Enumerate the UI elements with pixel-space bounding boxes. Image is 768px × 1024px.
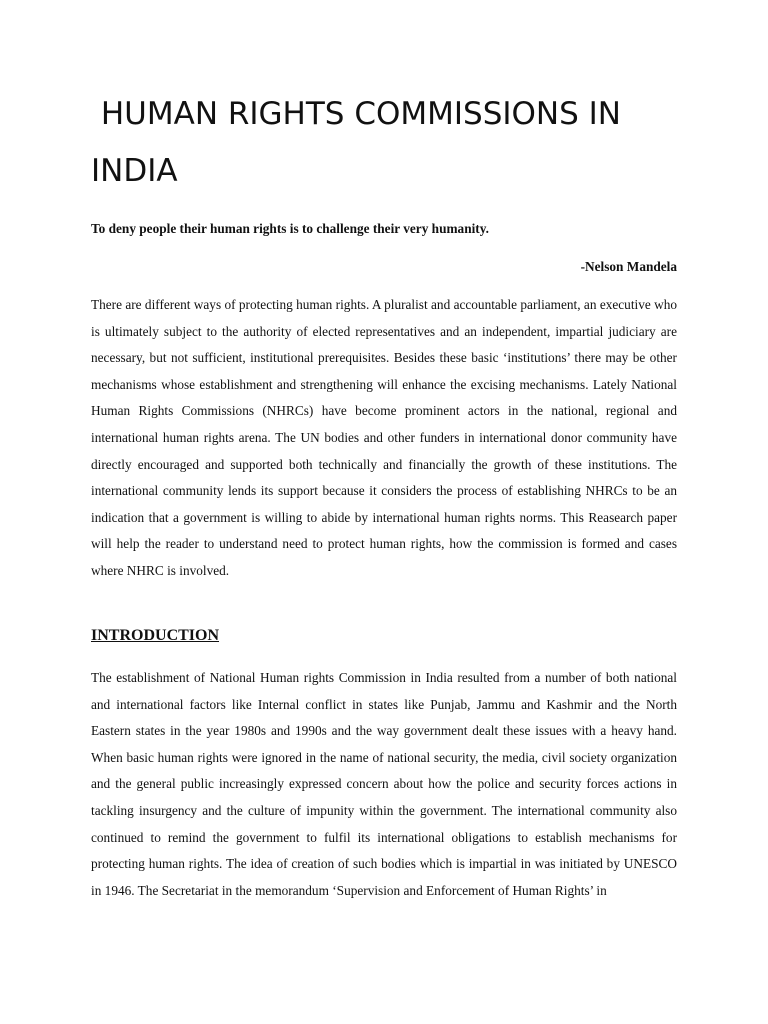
section-heading-introduction: INTRODUCTION <box>91 627 220 644</box>
epigraph-quote: To deny people their human rights is to challenge their very humanity. <box>91 221 489 236</box>
quote-attribution: -Nelson Mandela <box>580 259 677 274</box>
document-title: HUMAN RIGHTS COMMISSIONS IN INDIA <box>91 96 631 189</box>
body-paragraph-1: There are different ways of protecting human rights. A pluralist and accountable parliament, an executive who is ultimately subject to the authority of elected representatives and an independent, impartial judiciary are necessary, but not sufficient, institutional prerequisites. Besides these basic ‘institutions’ there may be other mechanisms whose establishment and strengthening will enhance the excising mechanisms. Lately National Human Rights Commissions (NHRCs) have become prominent actors in the national, regional and international human rights arena. The UN bodies and other funders in international donor community have directly encouraged and supported both technically and financially the growth of these institutions. The international community lends its support because it considers the process of establishing NHRCs to be an indication that a government is willing to abide by international human rights norms. This Reasearch paper will help the reader to understand need to protect human rights, how the commission is formed and cases where NHRC is involved. <box>91 297 677 578</box>
body-paragraph-2: The establishment of National Human rights Commission in India resulted from a number of both national and international factors like Internal conflict in states like Punjab, Jammu and Kashmir and the North Eastern states in the year 1980s and 1990s and the way government dealt these issues with a heavy hand. When basic human rights were ignored in the name of national security, the media, civil society organization and the general public increasingly expressed concern about how the police and security forces actions in tackling insurgency and the culture of impunity within the government. The international community also continued to remind the government to fulfil its international obligations to establish mechanisms for protecting human rights. The idea of creation of such bodies which is impartial in was initiated by UNESCO in 1946. The Secretariat in the memorandum ‘Supervision and Enforcement of Human Rights’ in <box>91 670 677 898</box>
